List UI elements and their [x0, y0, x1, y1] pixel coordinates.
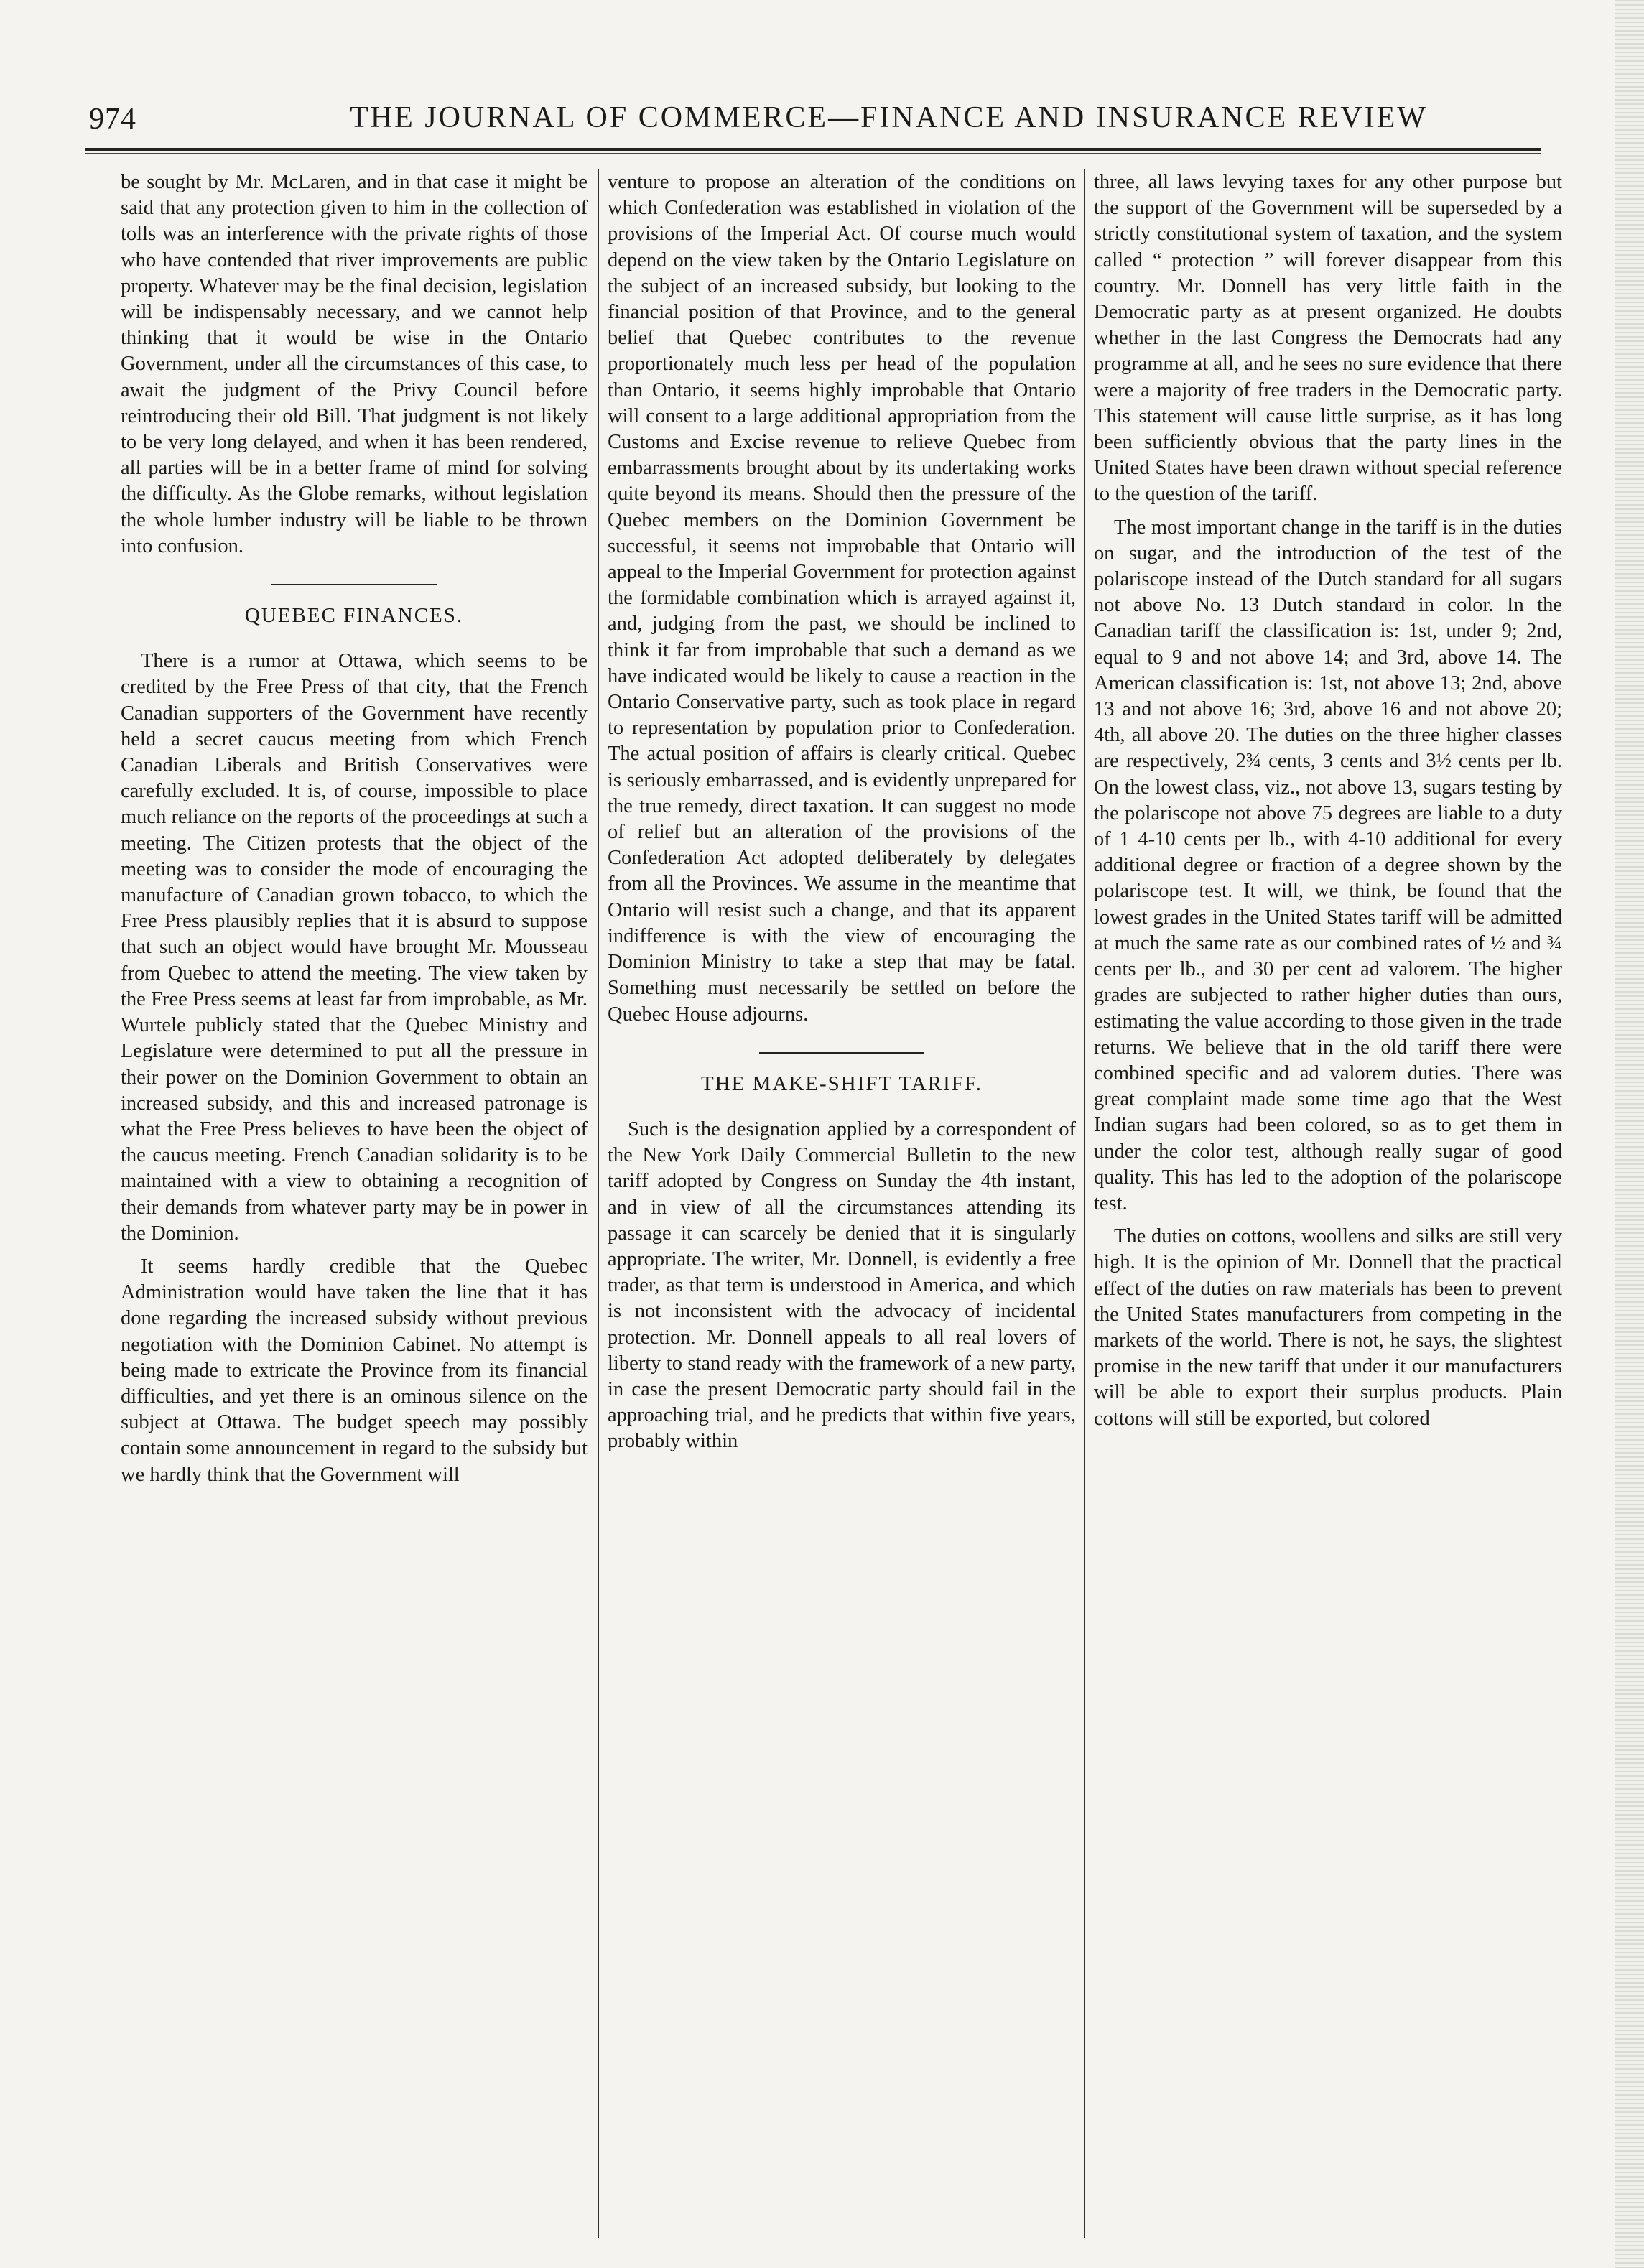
journal-title: THE JOURNAL OF COMMERCE—FINANCE AND INSURANCE REVIEW [350, 101, 1428, 134]
article-paragraph: three, all laws levying taxes for any other purpose but the support of the Government will be superseded by a strictly constitutional system of taxation, and the system called “ protection ” will forever disappear from this country. Mr. Donnell has very little faith in the Democratic party as at present organized. He doubts whether in the last Congress the Democrats had any programme at all, and he sees no sure evidence that there were a majority of free traders in the Democratic party. This statement will cause little surprise, as it has long been sufficiently obvious that the party lines in the United States have been drawn without special reference to the question of the tariff. [1094, 171, 1562, 506]
article-paragraph: venture to propose an alteration of the conditions on which Confederation was established in violation of the provisions of the Imperial Act. Of course much would depend on the view taken by the Ontario Legislature on the subject of an increased subsidy, but looking to the financial position of that Province, and to the general belief that Quebec contributes to the revenue proportionately much less per head of the population than Ontario, it seems highly improbable that Ontario will consent to a large additional appropriation from the Customs and Excise revenue to relieve Quebec from embarrassments brought about by its undertaking works quite beyond its means. Should then the pressure of the Quebec members on the Dominion Government be successful, it seems not improbable that Ontario will appeal to the Imperial Government for protection against the formidable combination which is arrayed against it, and, judging from the past, we should be inclined to think it far from improbable that such a demand as we have indicated would be likely to cause a reaction in the Ontario Conservative party, such as took place in regard to representation by population prior to Confederation. The actual position of affairs is clearly critical. Quebec is seriously embarrassed, and is evidently unprepared for the true remedy, direct taxation. It can suggest no mode of relief but an alteration of the provisions of the Confederation Act adopted deliberately by delegates from all the Provinces. We assume in the meantime that Ontario will resist such a change, and that its apparent indifference is with the view of encouraging the Dominion Ministry to take a step that may be fatal. Something must necessarily be settled on before the Quebec House adjourns. [608, 171, 1076, 1026]
article-paragraph: The most important change in the tariff is in the duties on sugar, and the introduction of the test of the polariscope instead of the Dutch standard for all sugars not above No. 13 Dutch standard in color. In the Canadian tariff the classification is: 1st, under 9; 2nd, equal to 9 and not above 14; and 3rd, above 14. The American classification is: 1st, not above 13; 2nd, above 13 and not above 16; 3rd, above 16 and not above 20; 4th, all above 20. The duties on the three higher classes are respectively, 2¾ cents, 3 cents and 3½ cents per lb. On the lowest class, viz., not above 13, sugars testing by the polariscope not above 75 degrees are liable to a duty of 1 4-10 cents per lb., with 4-10 additional for every additional degree or fraction of a degree shown by the polariscope test. It will, we think, be found that the lowest grades in the United States tariff will be admitted at much the same rate as our combined rates of ½ and ¾ cents per lb., and 30 per cent ad valorem. The higher grades are subjected to rather higher duties than ours, estimating the value according to those given in the trade returns. We believe that in the old tariff there were combined specific and ad valorem duties. There was great complaint made some time ago that the West Indian sugars had been colored, so as to get them in under the color test, although really sugar of good quality. This has led to the adoption of the polariscope test. [1094, 516, 1562, 1214]
section-heading-quebec-finances: QUEBEC FINANCES. [244, 604, 464, 628]
article-paragraph: It seems hardly credible that the Quebec Administration would have taken the line that it has done regarding the increased subsidy without previous negotiation with the Dominion Cabinet. No attempt is being made to extricate the Province from its financial difficulties, and yet there is an ominous silence on the subject at Ottawa. The budget speech may possibly contain some announcement in regard to the subsidy but we hardly think that the Government will [121, 1255, 588, 1486]
column-1 [121, 169, 588, 1488]
article-paragraph: There is a rumor at Ottawa, which seems to be credited by the Free Press of that city, that the French Canadian supporters of the Government have recently held a secret caucus meeting from which French Canadian Liberals and British Conservatives were carefully excluded. It is, of course, impossible to place much reliance on the reports of the proceedings at such a meeting. The Citizen protests that the object of the meeting was to consider the mode of encouraging the manufacture of Canadian grown tobacco, to which the Free Press plausibly replies that it is absurd to suppose that such an object would have brought Mr. Mousseau from Quebec to attend the meeting. The view taken by the Free Press seems at least far from improbable, as Mr. Wurtele publicly stated that the Quebec Ministry and Legislature were determined to put all the pressure in their power on the Dominion Government to obtain an increased subsidy, and this and increased patronage is what the Free Press believes to have been the object of the caucus meeting. French Canadian solidarity is to be maintained with a view to obtaining a recognition of their demands from whatever party may be in power in the Dominion. [121, 650, 588, 1245]
article-paragraph: be sought by Mr. McLaren, and in that case it might be said that any protection given to him in the collection of tolls was an interference with the private rights of those who have contended that river improvements are public property. Whatever may be the final decision, legislation will be indispensably necessary, and we cannot help thinking that it would be wise in the Ontario Government, under all the circumstances of this case, to await the judgment of the Privy Council before reintroducing their old Bill. That judgment is not likely to be very long delayed, and when it has been rendered, all parties will be in a better frame of mind for solving the difficulty. As the Globe remarks, without legislation the whole lumber industry will be liable to be thrown into confusion. [121, 171, 588, 557]
article-paragraph: Such is the designation applied by a correspondent of the New York Daily Commercial Bulletin to the new tariff adopted by Congress on Sunday the 4th instant, and in view of all the circumstances attending its passage it can scarcely be denied that it is singularly appropriate. The writer, Mr. Donnell, is evidently a free trader, as that term is understood in America, and which is not inconsistent with the advocacy of incidental protection. Mr. Donnell appeals to all real lovers of liberty to stand ready with the framework of a new party, in case the present Democratic party should fail in the approaching trial, and he predicts that within five years, probably within [608, 1117, 1076, 1453]
column-divider [1084, 169, 1085, 2238]
header-rule [85, 148, 1541, 154]
scan-edge-artifact [1615, 0, 1644, 2268]
section-divider [759, 1052, 924, 1054]
column-2 [608, 169, 1076, 1455]
column-divider [598, 169, 599, 2238]
section-divider [271, 584, 437, 585]
page-header [79, 99, 1541, 144]
page-number: 974 [89, 103, 136, 136]
article-paragraph: The duties on cottons, woollens and silks are still very high. It is the opinion of Mr. Donnell that the practical effect of the duties on raw materials has been to prevent the United States manufacturers from competing in the markets of the world. There is not, he says, the slightest promise in the new tariff that under it our manufacturers will be able to export their surplus products. Plain cottons will still be exported, but colored [1094, 1225, 1562, 1430]
section-heading-make-shift-tariff: THE MAKE-SHIFT TARIFF. [701, 1072, 983, 1095]
column-3 [1094, 169, 1562, 1432]
